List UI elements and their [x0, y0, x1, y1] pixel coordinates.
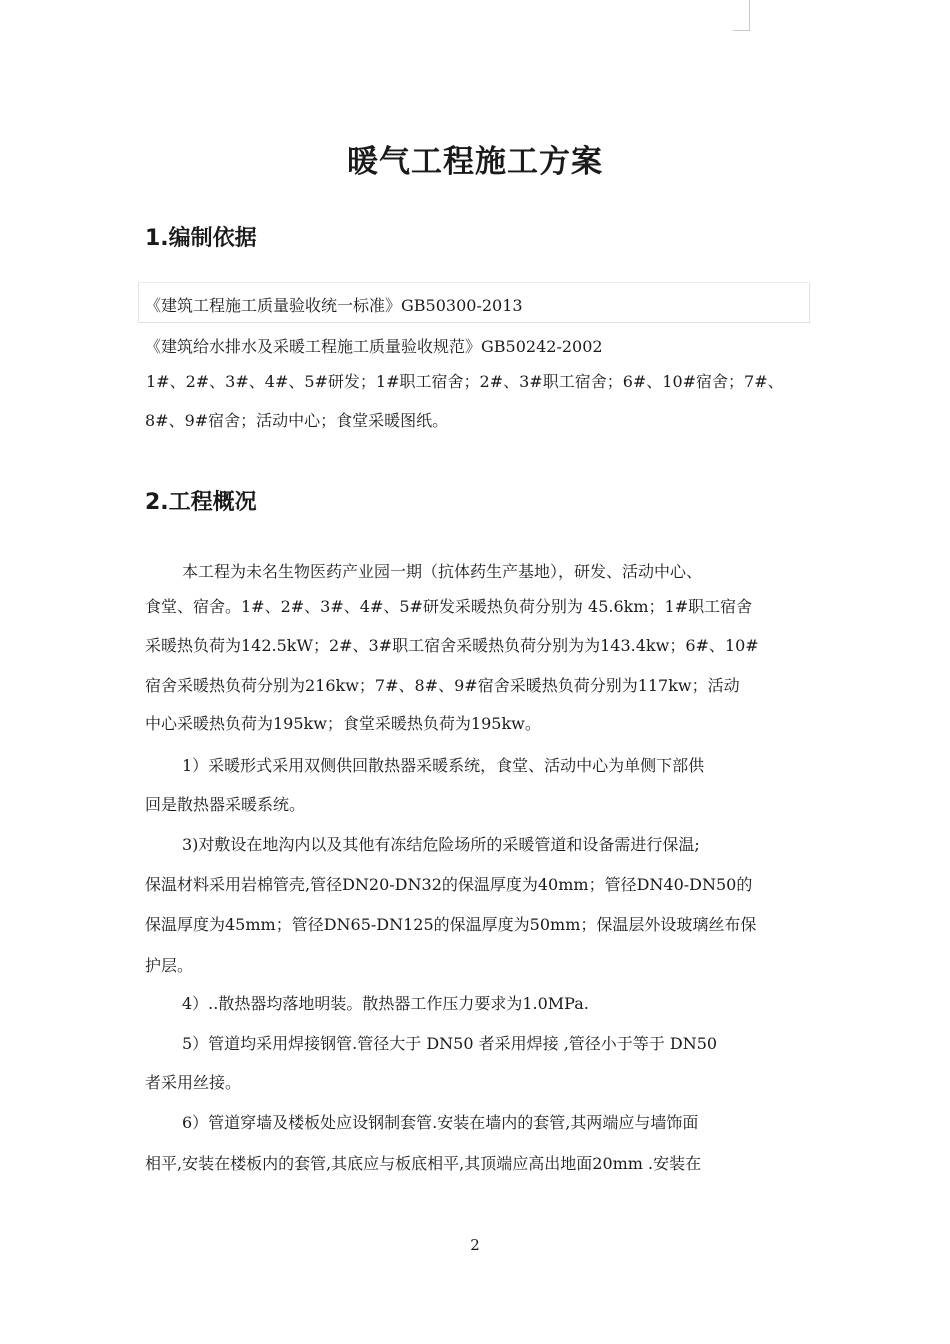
paragraph-line: 保温材料采用岩棉管壳,管径DN20-DN32的保温厚度为40mm；管径DN40-DN50的	[145, 875, 753, 894]
paragraph-line: 相平,安装在楼板内的套管,其底应与板底相平,其顶端应高出地面20mm .安装在	[145, 1154, 702, 1173]
paragraph-line: 宿舍采暖热负荷分别为216kw；7#、8#、9#宿舍采暖热负荷分别为117kw；活动	[145, 676, 740, 695]
page-corner-mark	[733, 0, 750, 31]
paragraph-line: 本工程为未名生物医药产业园一期（抗体药生产基地），研发、活动中心、	[182, 562, 703, 581]
paragraph-line: 3)对敷设在地沟内以及其他有冻结危险场所的采暖管道和设备需进行保温;	[182, 835, 700, 854]
page-title: 暖气工程施工方案	[347, 144, 603, 180]
paragraph-line: 护层。	[145, 956, 194, 975]
paragraph-line: 6）管道穿墙及楼板处应设钢制套管.安装在墙内的套管,其两端应与墙饰面	[182, 1113, 699, 1132]
drawing-list-line: 1#、2#、3#、4#、5#研发；1#职工宿舍；2#、3#职工宿舍；6#、10#宿舍；7#、	[146, 372, 784, 391]
section-heading-basis: 1.编制依据	[145, 226, 257, 251]
reference-line: 《建筑工程施工质量验收统一标准》GB50300-2013	[145, 296, 523, 315]
paragraph-line: 4）..散热器均落地明装。散热器工作压力要求为1.0MPa.	[182, 994, 589, 1013]
paragraph-line: 保温厚度为45mm；管径DN65-DN125的保温厚度为50mm；保温层外设玻璃丝布保	[145, 915, 757, 934]
paragraph-line: 采暖热负荷为142.5kW；2#、3#职工宿舍采暖热负荷分别为为143.4kw；6#、10#	[145, 636, 759, 655]
paragraph-line: 中心采暖热负荷为195kw；食堂采暖热负荷为195kw。	[145, 714, 541, 733]
paragraph-line: 食堂、宿舍。1#、2#、3#、4#、5#研发采暖热负荷分别为 45.6km；1#职工宿舍	[145, 597, 753, 616]
paragraph-line: 回是散热器采暖系统。	[145, 795, 306, 814]
paragraph-line: 者采用丝接。	[145, 1073, 242, 1092]
paragraph-line: 1）采暖形式采用双侧供回散热器采暖系统，食堂、活动中心为单侧下部供	[182, 756, 705, 775]
reference-line: 《建筑给水排水及采暖工程施工质量验收规范》GB50242-2002	[145, 337, 603, 356]
page-number: 2	[470, 1236, 480, 1254]
drawing-list-line: 8#、9#宿舍；活动中心；食堂采暖图纸。	[145, 411, 449, 430]
section-heading-overview: 2.工程概况	[145, 490, 257, 515]
paragraph-line: 5）管道均采用焊接钢管.管径大于 DN50 者采用焊接 ,管径小于等于 DN50	[182, 1034, 718, 1053]
